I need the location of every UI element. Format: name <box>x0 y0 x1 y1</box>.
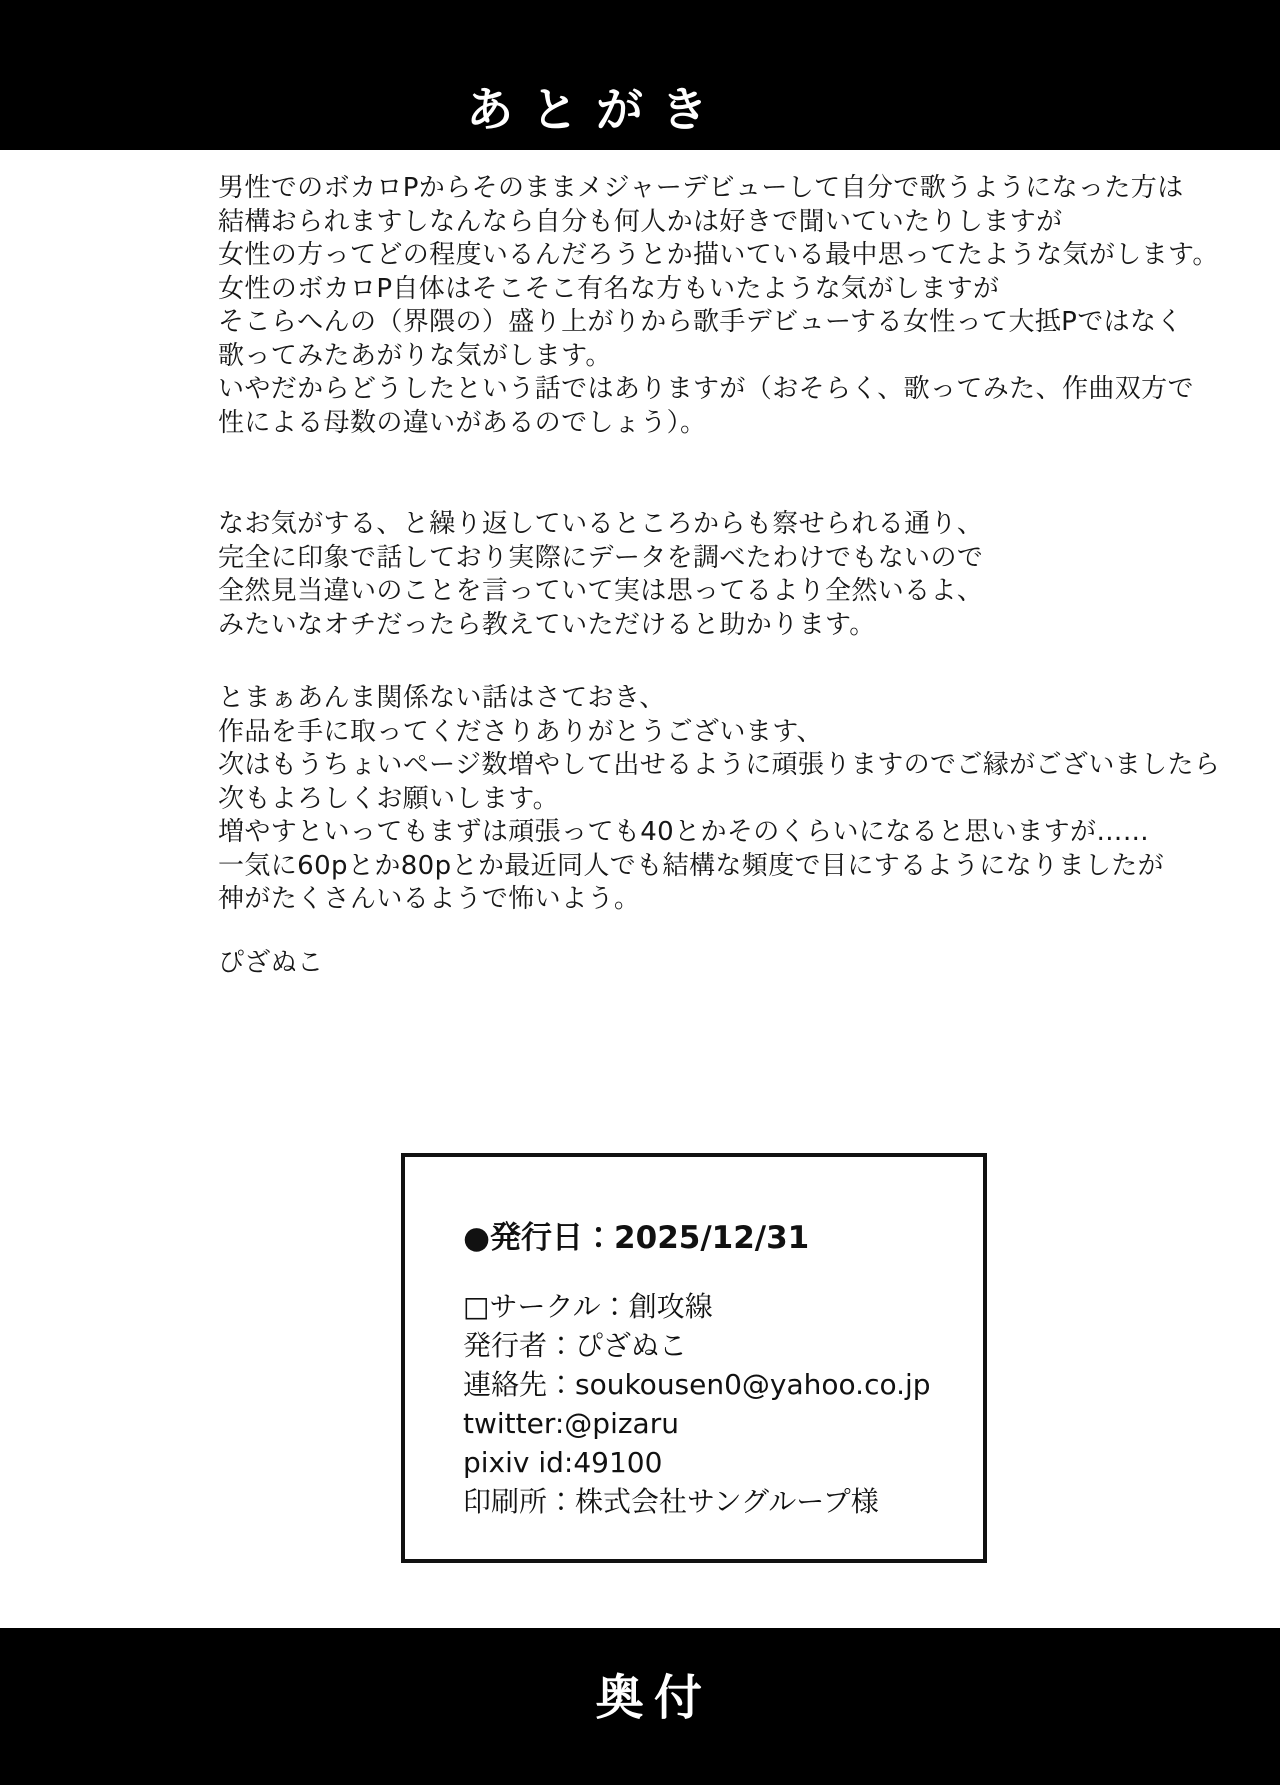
text-line: 結構おられますしなんなら自分も何人かは好きで聞いていたりしますが <box>218 206 1063 237</box>
contact-line: 連絡先：soukousen0@yahoo.co.jp <box>463 1368 931 1401</box>
pixiv-line: pixiv id:49100 <box>463 1446 663 1479</box>
text-line: 性による母数の違いがあるのでしょう）。 <box>218 407 707 438</box>
author-signature: ぴざぬこ <box>218 947 324 978</box>
text-line: 歌ってみたあがりな気がします。 <box>218 340 612 371</box>
text-line: 男性でのボカロPからそのままメジャーデビューして自分で歌うようになった方は <box>218 173 1184 203</box>
afterword-paragraph <box>218 172 1218 440</box>
text-line: 女性のボカロP自体はそこそこ有名な方もいたような気がしますが <box>218 273 1000 304</box>
text-line: 女性の方ってどの程度いるんだろうとか描いている最中思ってたような気がします。 <box>218 240 1219 270</box>
text-line: 増やすといってもまずは頑張っても40とかそのくらいになると思いますが…… <box>218 817 1150 847</box>
afterword-text <box>218 172 1221 980</box>
publisher-line: 発行者：ぴざぬこ <box>463 1329 688 1362</box>
printer-line: 印刷所：株式会社サングループ様 <box>463 1485 879 1518</box>
publish-date-line: ●発行日：2025/12/31 <box>463 1220 810 1256</box>
text-line: そこらへんの（界隈の）盛り上がりから歌手デビューする女性って大抵Pではなく <box>218 307 1183 337</box>
footer-band <box>0 1628 1280 1785</box>
header-band <box>0 0 1280 150</box>
colophon-lines <box>463 1287 931 1521</box>
text-line: 完全に印象で話しており実際にデータを調べたわけでもないので <box>218 542 984 573</box>
text-line: 次はもうちょいページ数増やして出せるように頑張りますのでご縁がございましたら <box>218 750 1221 780</box>
text-line: 神がたくさんいるようで怖いよう。 <box>218 884 641 914</box>
text-line: 作品を手に取ってくださりありがとうございます、 <box>218 716 823 747</box>
text-line: とまぁあんま関係ない話はさておき、 <box>218 683 666 713</box>
circle-line: □サークル：創攻線 <box>463 1290 713 1323</box>
text-line: みたいなオチだったら教えていただけると助かります。 <box>218 609 876 640</box>
text-line: 次もよろしくお願いします。 <box>218 783 559 814</box>
text-line: いやだからどうしたという話ではありますが（おそらく、歌ってみた、作曲双方で <box>218 374 1194 404</box>
text-line: 全然見当違いのことを言っていて実は思ってるより全然いるよ、 <box>218 576 984 606</box>
text-line: なお気がする、と繰り返しているところからも察せられる通り、 <box>218 509 984 539</box>
text-line: 一気に60pとか80pとか最近同人でも結構な頻度で目にするようになりましたが <box>218 850 1164 881</box>
twitter-line: twitter:@pizaru <box>463 1407 679 1440</box>
colophon-title: 奥付 <box>595 1669 713 1726</box>
colophon-box <box>401 1153 987 1563</box>
page-title: あとがき <box>466 83 726 138</box>
afterword-paragraph <box>218 508 1218 642</box>
afterword-paragraph <box>218 682 1221 917</box>
